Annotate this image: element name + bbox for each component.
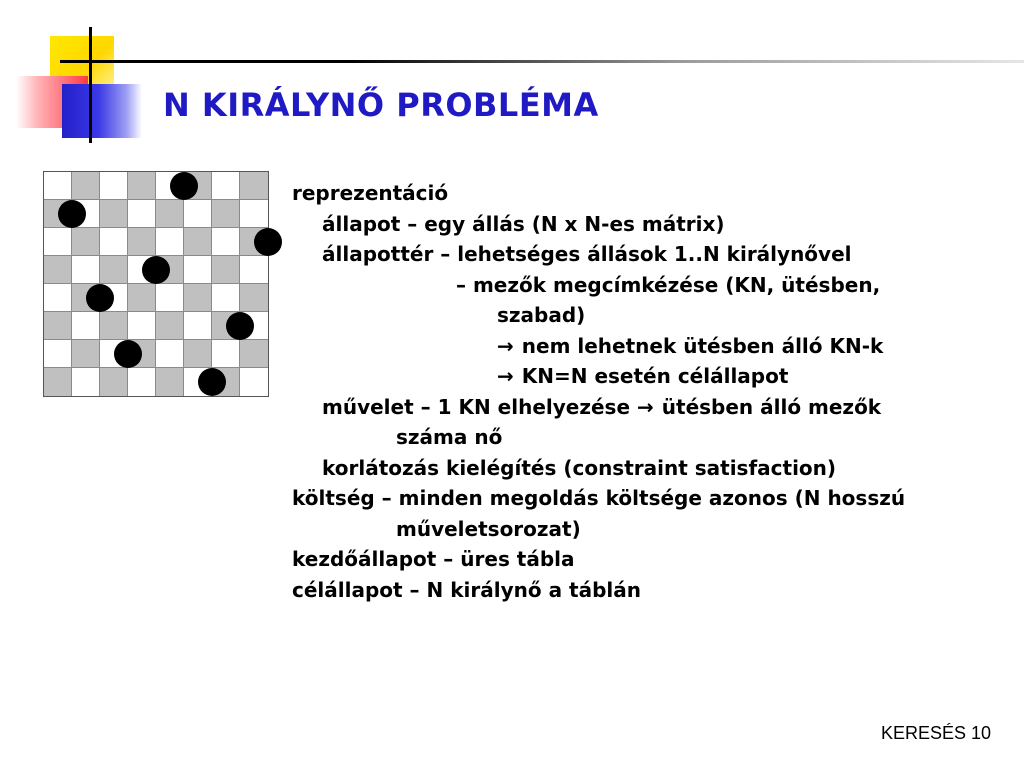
queen-piece — [58, 200, 86, 228]
queen-piece — [86, 284, 114, 312]
text-line: műveletsorozat) — [396, 516, 581, 541]
text-fragment: ütésben álló mezők — [661, 394, 882, 419]
board-cell — [212, 200, 240, 228]
queen-piece — [114, 340, 142, 368]
queen-piece — [254, 228, 282, 256]
queen-piece — [170, 172, 198, 200]
arrow-icon: → — [497, 364, 514, 388]
board-cell — [156, 312, 184, 340]
text-line: száma nő — [396, 425, 503, 449]
board-cell — [184, 340, 212, 368]
board-cell — [100, 256, 128, 284]
board-cell — [240, 368, 268, 396]
board-cell — [156, 368, 184, 396]
board-cell — [156, 228, 184, 256]
text-line: szabad) — [497, 303, 586, 327]
board-cell — [212, 284, 240, 312]
board-cell — [240, 284, 268, 312]
board-cell — [100, 172, 128, 200]
board-cell — [44, 340, 72, 368]
board-cell — [184, 200, 212, 228]
board-cell — [240, 256, 268, 284]
board-cell — [44, 172, 72, 200]
board-cell — [240, 200, 268, 228]
board-cell — [44, 368, 72, 396]
board-cell — [184, 284, 212, 312]
board-cell — [128, 200, 156, 228]
board-cell — [72, 312, 100, 340]
chess-board — [43, 171, 269, 397]
slide-body — [292, 178, 1012, 605]
text-line: állapot – egy állás (N x N-es mátrix) — [322, 211, 725, 236]
text-line: – mezők megcímkézése (KN, ütésben, — [456, 272, 881, 297]
text-line: kezdőállapot – üres tábla — [292, 547, 575, 571]
board-cell — [212, 228, 240, 256]
board-cell — [100, 228, 128, 256]
text-line — [292, 392, 1012, 423]
board-cell — [128, 172, 156, 200]
board-cell — [44, 228, 72, 256]
board-cell — [184, 312, 212, 340]
text-line: reprezentáció — [292, 181, 449, 205]
text-line — [292, 361, 1012, 392]
queen-piece — [198, 368, 226, 396]
logo-blue-square — [62, 84, 142, 138]
board-cell — [128, 312, 156, 340]
board-cell — [100, 368, 128, 396]
board-cell — [72, 368, 100, 396]
text-line — [292, 331, 1012, 362]
board-cell — [184, 228, 212, 256]
text-line: célállapot – N királynő a táblán — [292, 577, 641, 602]
board-cell — [72, 256, 100, 284]
text-line: korlátozás kielégítés (constraint satisfaction) — [322, 455, 837, 480]
text-line: költség – minden megoldás költsége azonos (N hosszú — [292, 486, 906, 510]
title-rule-line — [60, 60, 1024, 63]
slide-footer: KERESÉS 10 — [880, 723, 991, 743]
board-cell — [128, 228, 156, 256]
board-cell — [100, 200, 128, 228]
board-cell — [184, 256, 212, 284]
board-cell — [72, 340, 100, 368]
text-line: állapottér – lehetséges állások 1..N királynővel — [322, 242, 852, 266]
board-cell — [44, 312, 72, 340]
queen-piece — [226, 312, 254, 340]
board-cell — [128, 368, 156, 396]
board-cell — [44, 256, 72, 284]
board-cell — [212, 172, 240, 200]
board-cell — [156, 340, 184, 368]
board-cell — [156, 200, 184, 228]
queen-piece — [142, 256, 170, 284]
board-cell — [212, 340, 240, 368]
board-cell — [240, 172, 268, 200]
slide-title: N KIRÁLYNŐ PROBLÉMA — [163, 86, 599, 124]
board-cell — [72, 172, 100, 200]
text-fragment: KN=N esetén célállapot — [521, 364, 789, 388]
text-fragment: művelet – 1 KN elhelyezése — [322, 394, 631, 419]
text-fragment: nem lehetnek ütésben álló KN-k — [521, 333, 884, 358]
board-cell — [44, 284, 72, 312]
board-cell — [212, 256, 240, 284]
board-cell — [128, 284, 156, 312]
arrow-icon: → — [637, 394, 654, 419]
board-cell — [100, 312, 128, 340]
logo-vertical-line — [89, 27, 92, 143]
board-cell — [240, 340, 268, 368]
arrow-icon: → — [497, 333, 514, 358]
board-cell — [156, 284, 184, 312]
board-cell — [72, 228, 100, 256]
